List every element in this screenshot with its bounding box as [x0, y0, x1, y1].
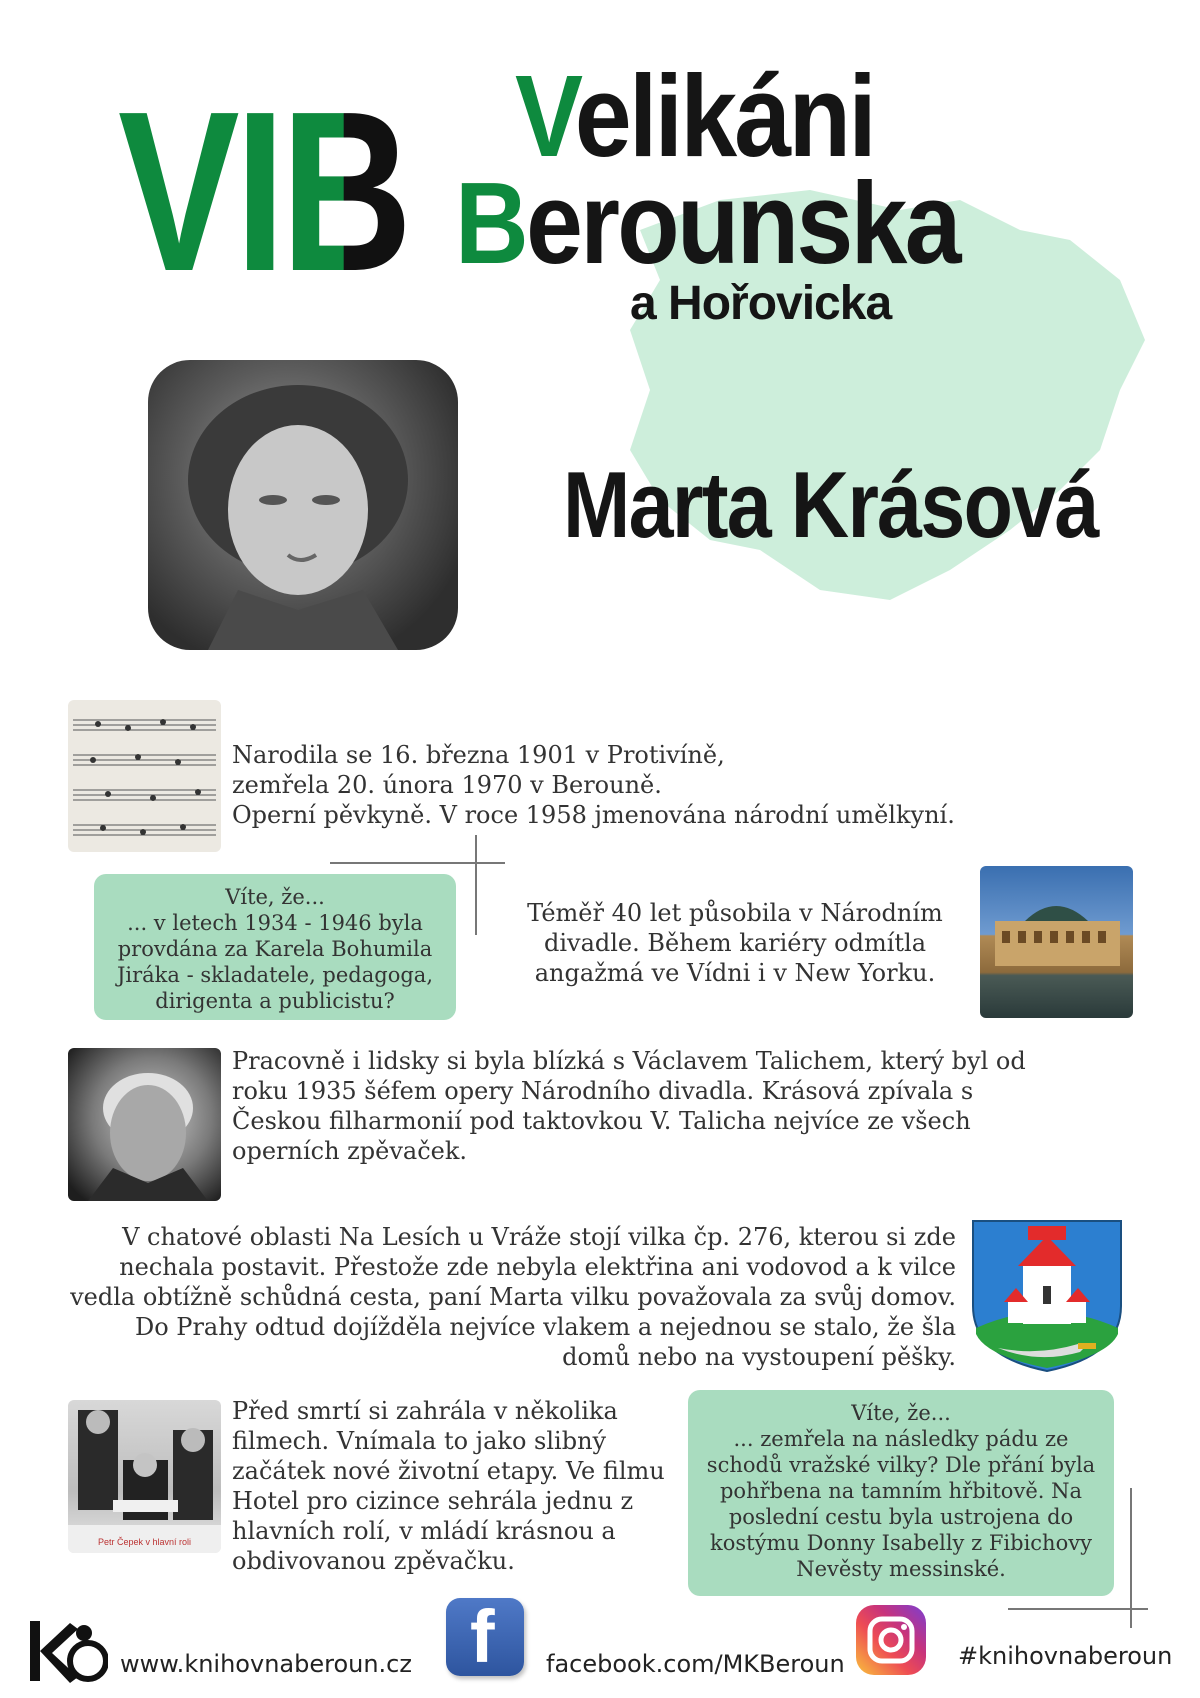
- subtitle: a Hořovicka: [630, 277, 892, 330]
- title-line-2: [455, 158, 959, 288]
- title-initial-v: V: [515, 51, 575, 181]
- film-poster-illustration: [68, 1400, 221, 1553]
- title-rest-2: erounska: [526, 158, 959, 288]
- talich-text: Pracovně i lidsky si byla blízká s Václavem Talichem, který byl od roku 1935 šéfem opery Národního divadla. Krásová zpívala s Českou filharmonií pod taktovkou V. Talicha nejvíce ze všech operních zpěvaček.: [232, 1047, 1026, 1165]
- facebook-glyph: f: [470, 1595, 495, 1678]
- fact-box-2: [688, 1390, 1114, 1596]
- fact-box-1-text: ... v letech 1934 - 1946 byla provdána za Karela Bohumila Jiráka - skladatele, pedagoga, dirigenta a publicistu?: [116, 911, 433, 1013]
- vip-logo: [118, 65, 480, 319]
- bio-line-3: Operní pěvkyně. V roce 1958 jmenována národní umělkyní.: [232, 801, 955, 829]
- national-theatre-text: Téměř 40 let působila v Národním divadle. Během kariéry odmítla angažmá ve Vídni i v New Yorku.: [527, 899, 943, 987]
- vip-logo-text: VIB: [118, 65, 408, 319]
- divider-line: [1008, 1608, 1148, 1610]
- coat-of-arms-shield: [968, 1216, 1126, 1374]
- bio-line-2: zemřela 20. února 1970 v Berouně.: [232, 771, 662, 799]
- divider-line: [475, 835, 477, 935]
- divider-line: [1130, 1488, 1132, 1628]
- library-logo: [26, 1615, 108, 1687]
- title-rest-1: elikáni: [574, 51, 875, 181]
- instagram-icon[interactable]: [856, 1605, 926, 1675]
- library-logo-icon: [26, 1615, 108, 1687]
- talich-portrait: [68, 1048, 221, 1201]
- portrait-illustration: [148, 360, 458, 650]
- fact-box-1-heading: Víte, že...: [225, 885, 325, 909]
- villa-text: V chatové oblasti Na Lesích u Vráže stojí vilka čp. 276, kterou si zde nechala postavit. Přestože zde nebyla elektřina ani vodovod a k vilce vedla obtížně schůdná cesta, paní Marta vilku považovala za svůj domov. Do Prahy odtud dojížděla nejvíce vlakem a nejednou se stalo, že šla domů nebo na vystoupení pěšky.: [70, 1223, 956, 1371]
- sheet-music-image: [68, 700, 221, 852]
- bio-line-1: Narodila se 16. března 1901 v Protivíně,: [232, 741, 725, 769]
- fact-box-2-heading: Víte, že...: [851, 1401, 951, 1425]
- title-line-1: [515, 51, 875, 181]
- instagram-glyph: [856, 1605, 926, 1675]
- footer-website[interactable]: www.knihovnaberoun.cz: [120, 1650, 412, 1678]
- facebook-icon[interactable]: [446, 1595, 524, 1678]
- divider-line: [330, 862, 505, 864]
- fact-box-1: [94, 874, 456, 1020]
- sheet-music-illustration: [68, 700, 221, 852]
- coat-of-arms-image: [968, 1216, 1126, 1374]
- national-theatre-image: [980, 866, 1133, 1018]
- person-name: Marta Krásová: [563, 452, 1098, 557]
- film-poster-image: [68, 1400, 221, 1553]
- title-initial-b: B: [455, 158, 527, 288]
- portrait-photo: [148, 360, 458, 650]
- footer-facebook[interactable]: facebook.com/MKBeroun: [546, 1650, 845, 1678]
- talich-illustration: [68, 1048, 221, 1201]
- fact-box-2-text: ... zemřela na následky pádu ze schodů vražské vilky? Dle přání byla pohřbena na tamním hřbitově. Na poslední cestu byla ustrojena do kostýmu Donny Isabelly z Fibichovy Nevěsty messinské.: [706, 1427, 1096, 1581]
- films-text: Před smrtí si zahrála v několika filmech. Vnímala to jako slibný začátek nové životní etapy. Ve filmu Hotel pro cizince sehrála jednu z hlavních rolí, v mládí krásnou a obdivovanou zpěvačku.: [232, 1397, 665, 1575]
- bio-text: [232, 740, 1032, 830]
- theatre-illustration: [980, 866, 1133, 1018]
- footer-hashtag[interactable]: #knihovnaberoun: [958, 1642, 1173, 1670]
- film-poster-caption: Petr Čepek v hlavní roli: [97, 1537, 192, 1547]
